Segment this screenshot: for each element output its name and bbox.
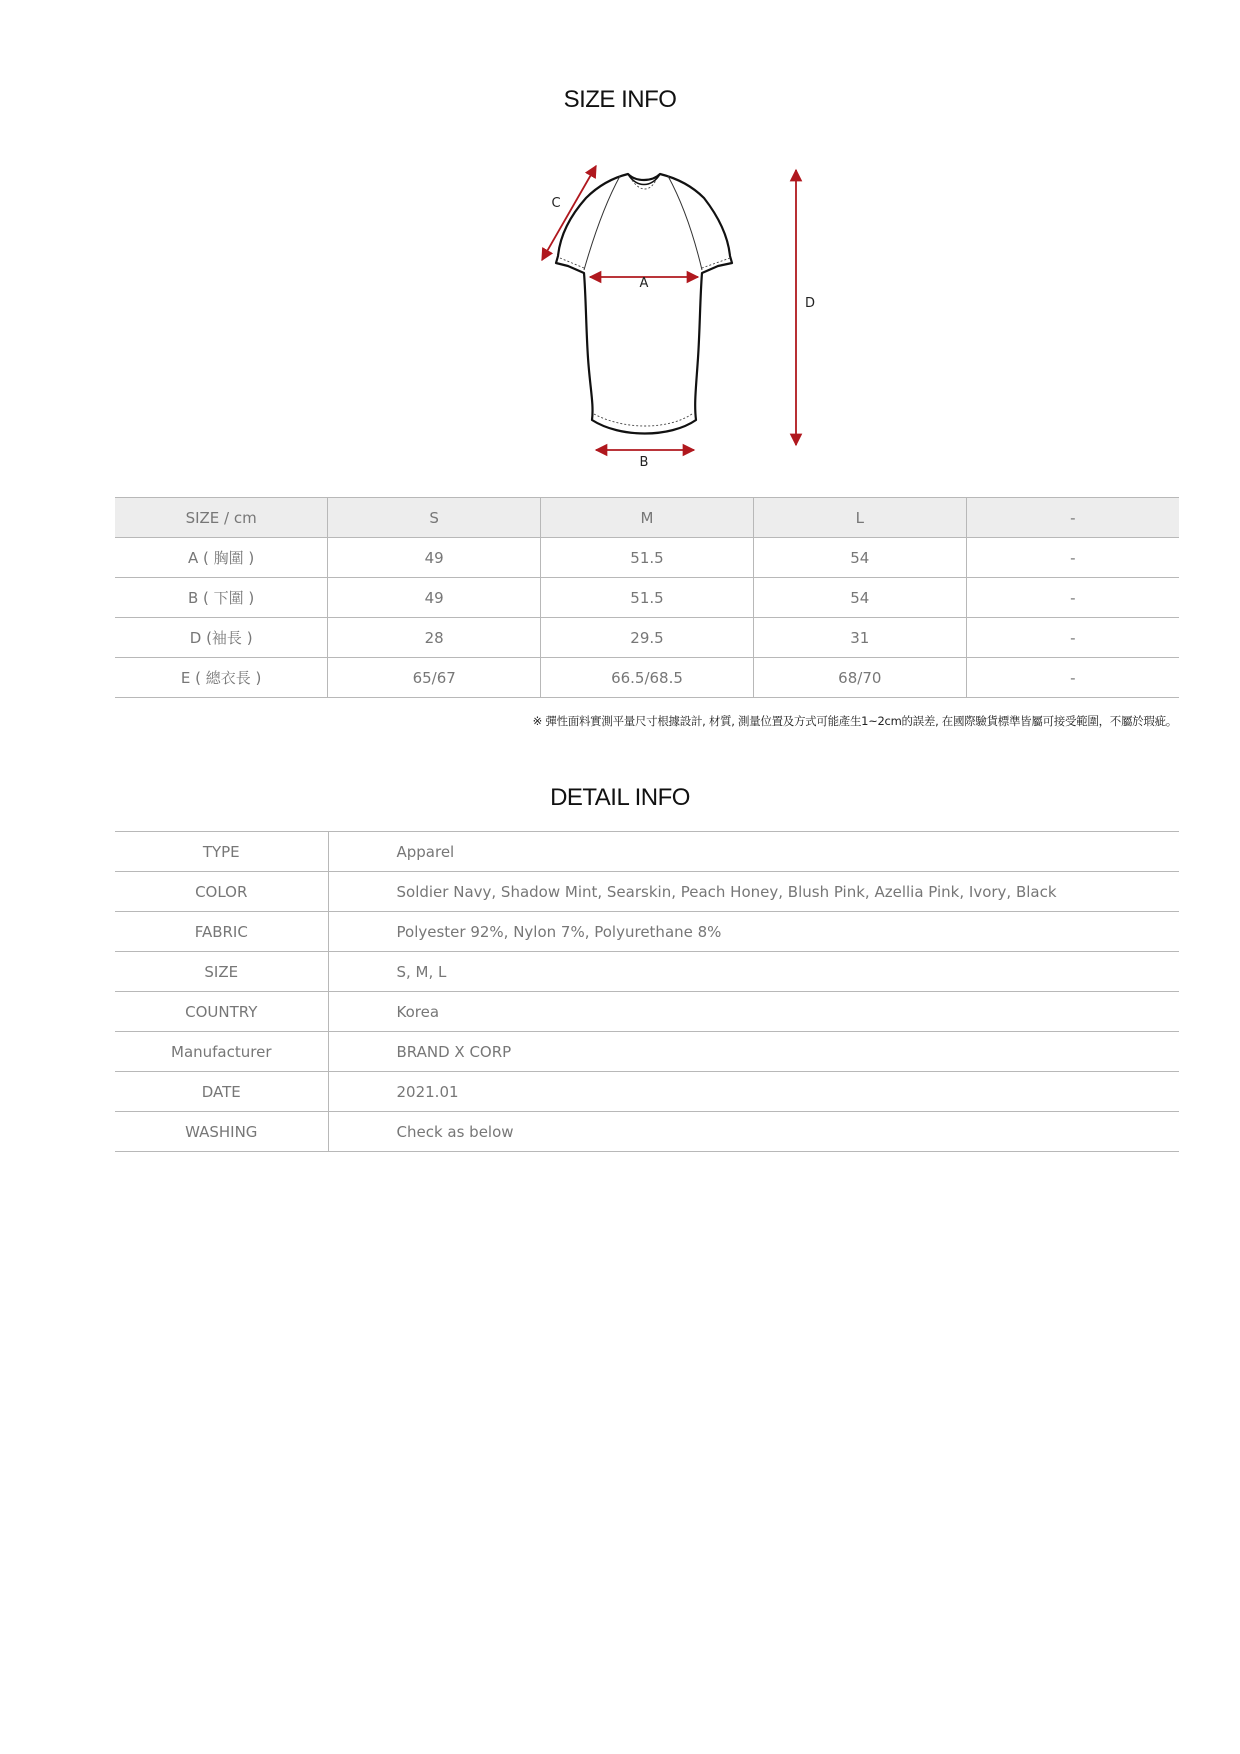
detail-key-washing: WASHING (115, 1112, 328, 1152)
label-c: C (551, 196, 561, 211)
detail-value-country: Korea (328, 992, 1179, 1032)
size-header-m: M (541, 498, 754, 538)
table-row (115, 912, 1179, 952)
detail-info-title: DETAIL INFO (550, 784, 690, 811)
table-row (115, 1072, 1179, 1112)
size-value: 28 (328, 618, 541, 658)
size-value: 54 (753, 578, 966, 618)
detail-value-washing: Check as below (328, 1112, 1179, 1152)
table-row (115, 618, 1179, 658)
size-header-label: SIZE / cm (115, 498, 328, 538)
size-value: 51.5 (541, 538, 754, 578)
detail-table (115, 831, 1179, 1152)
detail-key-size: SIZE (115, 952, 328, 992)
size-value: 66.5/68.5 (541, 658, 754, 698)
table-row (115, 952, 1179, 992)
measurement-note: ※ 彈性面料實測平量尺寸根據設計, 材質, 測量位置及方式可能產生1~2cm的誤差, 在國際驗貨標準皆屬可接受範圍，不屬於瑕疵。 (532, 714, 1177, 728)
label-b: B (639, 455, 649, 470)
measure-c-arrow (542, 166, 596, 260)
size-header-l: L (753, 498, 966, 538)
tshirt-outline (556, 174, 732, 434)
size-header-extra: - (966, 498, 1179, 538)
size-value: 65/67 (328, 658, 541, 698)
table-row (115, 1112, 1179, 1152)
label-d: D (804, 296, 816, 311)
size-value: 49 (328, 538, 541, 578)
table-row (115, 832, 1179, 872)
size-value: 31 (753, 618, 966, 658)
measure-label: D (袖長 ) (115, 618, 328, 658)
detail-key-type: TYPE (115, 832, 328, 872)
size-table-header-row (115, 498, 1179, 538)
size-value: - (966, 618, 1179, 658)
size-info-title: SIZE INFO (563, 86, 677, 113)
detail-key-fabric: FABRIC (115, 912, 328, 952)
size-value: - (966, 538, 1179, 578)
detail-value-size: S, M, L (328, 952, 1179, 992)
table-row (115, 538, 1179, 578)
table-row (115, 872, 1179, 912)
measure-label: B ( 下圍 ) (115, 578, 328, 618)
table-row (115, 578, 1179, 618)
size-value: 49 (328, 578, 541, 618)
table-row (115, 992, 1179, 1032)
detail-value-fabric: Polyester 92%, Nylon 7%, Polyurethane 8% (328, 912, 1179, 952)
detail-value-type: Apparel (328, 832, 1179, 872)
detail-key-date: DATE (115, 1072, 328, 1112)
detail-value-date: 2021.01 (328, 1072, 1179, 1112)
size-value: 51.5 (541, 578, 754, 618)
detail-key-color: COLOR (115, 872, 328, 912)
size-header-s: S (328, 498, 541, 538)
label-a: A (639, 276, 649, 291)
table-row (115, 1032, 1179, 1072)
detail-value-manufacturer: BRAND X CORP (328, 1032, 1179, 1072)
size-value: 68/70 (753, 658, 966, 698)
size-value: 54 (753, 538, 966, 578)
detail-key-manufacturer: Manufacturer (115, 1032, 328, 1072)
tshirt-measurement-diagram (520, 158, 830, 476)
table-row (115, 658, 1179, 698)
detail-value-color: Soldier Navy, Shadow Mint, Searskin, Peach Honey, Blush Pink, Azellia Pink, Ivory, Black (328, 872, 1179, 912)
size-value: 29.5 (541, 618, 754, 658)
size-table (115, 497, 1179, 698)
measure-label: A ( 胸圍 ) (115, 538, 328, 578)
size-value: - (966, 578, 1179, 618)
detail-key-country: COUNTRY (115, 992, 328, 1032)
measure-label: E ( 總衣長 ) (115, 658, 328, 698)
size-value: - (966, 658, 1179, 698)
